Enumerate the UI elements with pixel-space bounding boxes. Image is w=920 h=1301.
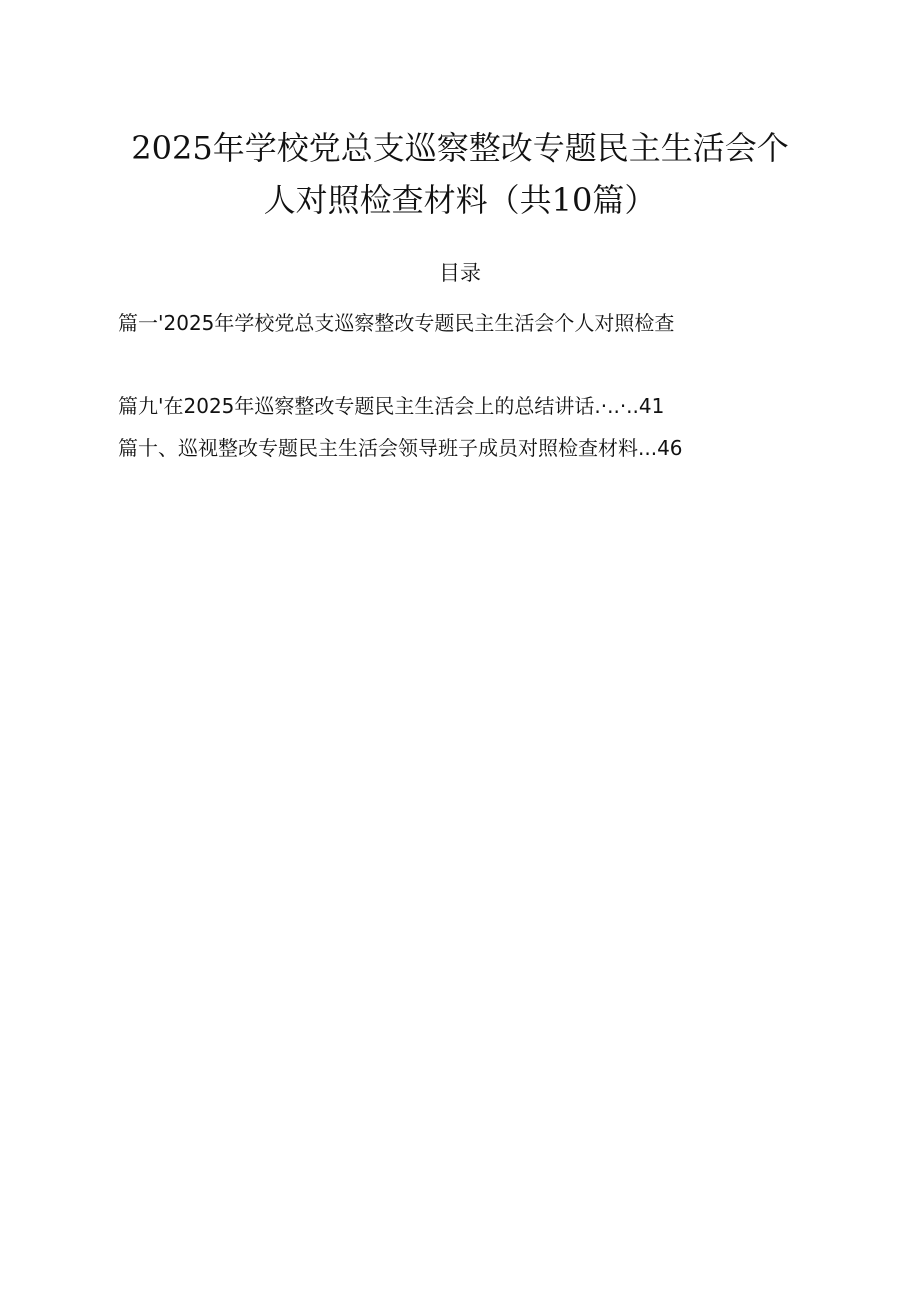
toc-item[interactable]: 篇一'2025年学校党总支巡察整改专题民主生活会个人对照检查 <box>118 311 675 335</box>
title-line-1: 2025年学校党总支巡察整改专题民主生活会个 <box>131 129 789 167</box>
toc-item[interactable]: 篇九'在2025年巡察整改专题民主生活会上的总结讲话.·..·..41 <box>118 394 665 418</box>
title-line-2: 人对照检查材料（共10篇） <box>263 181 657 219</box>
toc-heading: 目录 <box>439 261 481 285</box>
toc-item[interactable]: 篇十、巡视整改专题民主生活会领导班子成员对照检查材料...46 <box>118 436 683 460</box>
document-title <box>120 122 800 226</box>
